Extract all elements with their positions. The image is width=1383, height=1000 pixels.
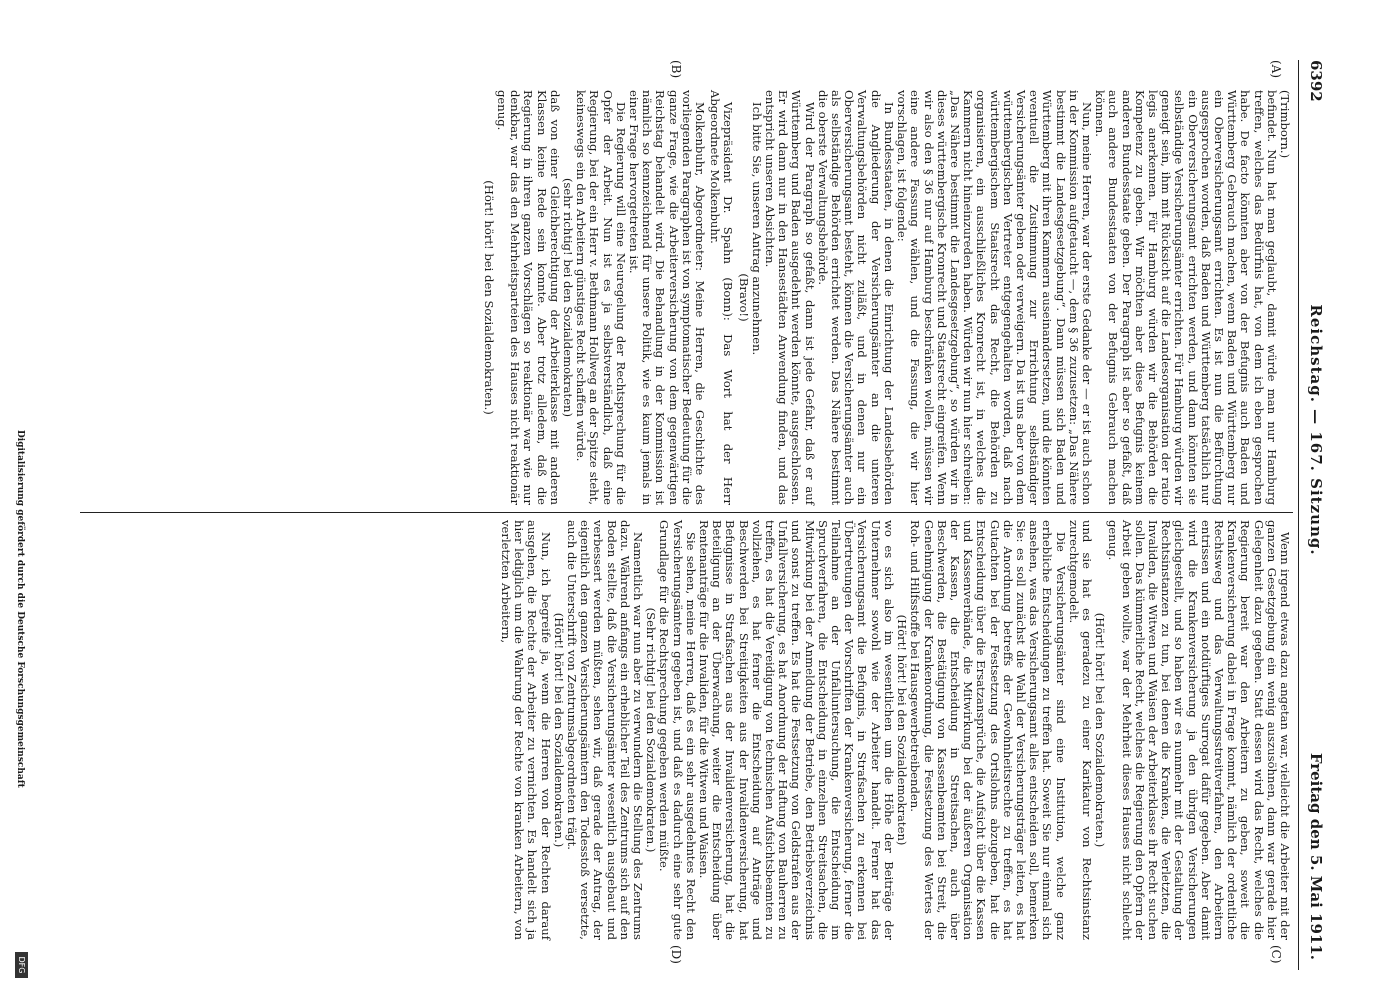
paragraph: Sie sehen, meine Herren, daß es ein sehr ausgedehntes Recht den Versicherungsämtern gegeben ist, und daß es dadurch eine sehr gute Grundlage für die Rechtsprechung gegeben werden müßte. bbox=[657, 520, 698, 940]
right-column bbox=[80, 520, 1291, 940]
margin-mark-a: (A) bbox=[1269, 60, 1283, 79]
digitization-credit: Digitalisierung gefördert durch die Deutsche Forschungsgemeinschaft bbox=[15, 430, 25, 788]
paragraph: Namentlich war nun aber zu verwundern die Stellung des Zentrums dazu. Während anfangs ein erheblicher Teil des Zentrums sich auf den Boden stellte, daß die Versicherungsämter wesentlich ausgebaut und verbessert werden müßten, sehen wir, daß gerade der Antrag, der eigentlich den ganzen Versicherungsämtern den Todesstoß versetzte, auch die Unterschrift von Zentrumsabgeordneten trägt. bbox=[565, 520, 646, 940]
interjection: (Hört! hört! bei den Sozialdemokraten.) bbox=[481, 180, 496, 415]
paragraph: Die Versicherungsämter sind eine Institution, welche ganz erhebliche Entscheidungen zu treffen hat. Soweit Sie nur einmal sich ansehen, was das Versicherungsamt alles entscheiden soll, bemerken Sie: es soll zunächst die Wahl der Versicherungsträger leiten, es hat die Anordnung betreffs der Gewohnheitsrechte zu treffen, es hat Gutachten bei der Festsetzung des Ortslohns abzugeben, hat die Entscheidung über die Ersatzansprüche, die Aufsicht über die Kassen und Kassenverbände, die Mitwirkung bei der äußeren Organisation der Kassen, die Entscheidung in Streitsachen, auch über Beschwerden, die Bestätigung von Kassenbeamten bei Streit, die Genehmigung der Krankenordnung, die Festsetzung des Wertes der Roh- und Hilfsstoffe bei Hausgewerbetreibenden. bbox=[908, 520, 1068, 940]
paragraph: Ich bitte Sie, unseren Antrag anzunehmen. bbox=[749, 102, 764, 356]
header-rule bbox=[1298, 60, 1299, 970]
margin-mark-d: (D) bbox=[669, 945, 683, 964]
paragraph: Wird der Paragraph so gefaßt, dann ist jede Gefahr, daß er auf Württemberg und Baden ausgedehnt werden könnte, ausgeschlossen. Er wird dann nur in den Hansestädten Anwendung finden, und das entspricht unseren Absichten. bbox=[763, 90, 817, 505]
column-divider bbox=[80, 512, 1293, 513]
left-column bbox=[80, 90, 1291, 505]
paragraph: Nun, ich begreife ja, wenn die Herren von der Rechten darauf ausgehen, die Rechte der Arbeiter zu vernichten. Es handelt sich ja hier lediglich um die Wahrung der Rechte von kranken Arbeitern, von verletzten Arbeitern, bbox=[499, 520, 553, 940]
paragraph: befindet. Nun hat man geglaubt, damit würde man nur Hamburg treffen, welches das Bedürfnis hat, von dem ich eben gesprochen habe. De facto könnten aber von der Befugnis auch Baden und Württemberg Gebrauch machen, wenn Baden und Württemberg nur ein Oberversicherungsamt errichten. Es ist nun die Befürchtung ausgesprochen worden, daß Baden und Württemberg tatsächlich nur ein Oberversicherungsamt errichten werden, und dann könnten sie selbständige Versicherungsämter errichten. Für Hamburg würden wir geneigt sein, ihm mit Rücksicht auf die Landesorganisation der ratio legis anerkennen. Für Hamburg würden wir die Behörden die Kompetenz zu geben. Wir möchten aber diese Befugnis keinem anderen Bundesstaate geben. Der Paragraph ist aber so gefaßt, daß auch andere Bundesstaaten von der Befugnis Gebrauch machen können. bbox=[1093, 90, 1279, 505]
paragraph: Molkenbuhr, Abgeordneter: Meine Herren, die Geschichte des vorliegenden Paragraphen ist von symptomatischer Bedeutung für die ganze Frage, wie die Arbeiterversicherung von dem gegenwärtigen Reichstag behandelt wird. Die Behandlung in der Kommission ist nämlich so kennzeichnend für unsere Politik, wie es kaum jemals in einer Frage hervorgetreten ist. bbox=[627, 90, 708, 505]
interjection: (Hört! hört! bei den Sozialdemokraten.) bbox=[1093, 612, 1108, 848]
page-header bbox=[1301, 60, 1325, 960]
margin-mark-b: (B) bbox=[669, 60, 683, 79]
speaker-tag: (Trimborn.) bbox=[1278, 90, 1292, 159]
interjection: (sehr richtig! bei den Sozialdemokraten) bbox=[561, 177, 576, 418]
paragraph: und sie hat es geradezu zu einer Karikatur von Rechtsinstanz zurechtgemodelt. bbox=[1066, 520, 1094, 940]
interjection: (Hört! hört! bei den Sozialdemokraten) bbox=[895, 614, 910, 846]
running-title: Reichstag. — 167. Sitzung. bbox=[1307, 304, 1325, 556]
paragraph: Vizepräsident Dr. Spahn (Bonn): Das Wort hat der Herr Abgeordnete Molkenbuhr. bbox=[708, 90, 736, 505]
paragraph: daß von einer Gleichberechtigung der Arbeiterklasse mit anderen Klassen keine Rede sein konnte. Aber trotz alledem, daß die Regierung in ihren ganzen Vorschlägen so reaktionär war wie nur denkbar, war das den Mehrheitsparteien des Hauses nicht reaktionär genug. bbox=[495, 90, 562, 505]
paragraph: wo es sich also im wesentlichen um die Höhe der Beiträge der Unternehmer sowohl wie der Arbeiter handelt. Ferner hat das Versicherungsamt die Befugnis, in Strafsachen zu erkennen bei Übertretungen der Vorschriften der Krankenversicherung, ferner die Teilnahme an der Unfalluntersuchung, die Entscheidung im Spruchverfahren, die Entscheidung in einzelnen Streitsachen, die Mitwirkung bei der Anmeldung der Betriebe, den Betriebsverzeichnis und sonst zu treffen. Es hat die Festsetzung von Geldstrafen aus der Unfallversicherung, es hat Anordnung der Haftung von Bauherren zu treffen, es hat die Vereidigung von technischen Aufsichtsbeamten zu vollziehen, es hat ferner die Entscheidung auf Anträge und Beschwerden bei Streitigkeiten aus der Invalidenversicherung, hat Befugnisse in Strafsachen aus der Invalidenversicherung, hat die Beteiligung an der Überwachung, weiter die Entscheidung über Rentenanträge für die Invaliden, für die Witwen und Waisen. bbox=[697, 520, 896, 940]
paragraph: In Bundesstaaten, in denen die Einrichtung der Landesbehörden die Angliederung der Versicherungsämter an die unteren Verwaltungsbehörden nicht zuläßt, und in denen nur ein Oberversicherungsamt besteht, können die Versicherungsämter auch als selbständige Behörden errichtet werden. Das Nähere bestimmt die oberste Verwaltungsbehörde. bbox=[815, 90, 896, 505]
interjection: (Bravo!) bbox=[736, 273, 751, 322]
session-date: Freitag den 5. Mai 1911. bbox=[1307, 752, 1325, 960]
interjection: (Sehr richtig! bei den Sozialdemokraten.) bbox=[644, 607, 659, 853]
paragraph: Wenn irgend etwas dazu angetan war, vielleicht die Arbeiter mit der ganzen Gesetzgebung ein wenig auszusöhnen, dann war gerade hier Gelegenheit dazu gegeben. Statt dessen wird das Recht, welches die Regierung bereit war den Arbeitern zu geben, soweit die Krankenversicherung dabei in Frage kommt, nämlich der ordentliche Rechtsweg und das Verwaltungsstreitverfahren, den Arbeitern entrissen und ein notdürftiges Surrogat dafür gegeben. Aber damit wird die Krankenversicherung ja den übrigen Versicherungen gleichgestellt, und so haben wir es nunmehr mit der Gestaltung der Rechtsinstanzen zu tun, bei denen die Kranken, die Verletzten, die Invaliden, die Witwen und Waisen der Arbeiterklasse ihr Recht suchen sollen. Das kümmerliche Recht, welches die Regierung den Opfern der Arbeit geben wollte, war der Mehrheit dieses Hauses nicht schlecht genug. bbox=[1106, 520, 1292, 940]
page-number: 6392 bbox=[1307, 60, 1325, 102]
margin-mark-c: (C) bbox=[1269, 945, 1283, 964]
interjection: (Hört! hört! bei den Sozialdemokraten.) bbox=[551, 612, 566, 848]
paragraph: Die Regierung will eine Neuregelung der Rechtsprechung für die Opfer der Arbeit. Nun ist es ja selbstverständlich, daß eine Regierung, bei der ein Herr v. Bethmann Hollweg an der Spitze steht, keineswegs ein den Arbeitern günstiges Recht schaffen würde. bbox=[574, 90, 628, 505]
paragraph: Nun, meine Herren, war der erste Gedanke der — er ist auch schon in der Kommission aufgetaucht —, dem § 36 zuzusetzen: „Das Nähere bestimmt die Landesgesetzgebung“. Dann müssen sich Baden und Württemberg mit ihren Kammern auseinandersetzen, und die könnten eventuell die Zustimmung zur Errichtung selbständiger Versicherungsämter geben oder verweigern. Da ist uns aber von dem württembergischen Vertreter entgegengehalten worden, daß nach württembergischem Staatsrecht das Recht, die Behörden zu organisieren, ein ausschließliches Kronrecht ist, in welches die Kammern nicht hineinzureden haben. Würden wir nun hier schreiben: „Das Nähere bestimmt die Landesgesetzgebung“, so würden wir in dieses württembergische Kronrecht und Staatsrecht eingreifen. Wenn wir also den § 36 nur auf Hamburg beschränken wollen, müssen wir eine andere Fassung wählen, und die Fassung, die wir hier vorschlagen, ist folgende: bbox=[895, 90, 1094, 505]
dfg-logo: DFG bbox=[15, 952, 28, 978]
